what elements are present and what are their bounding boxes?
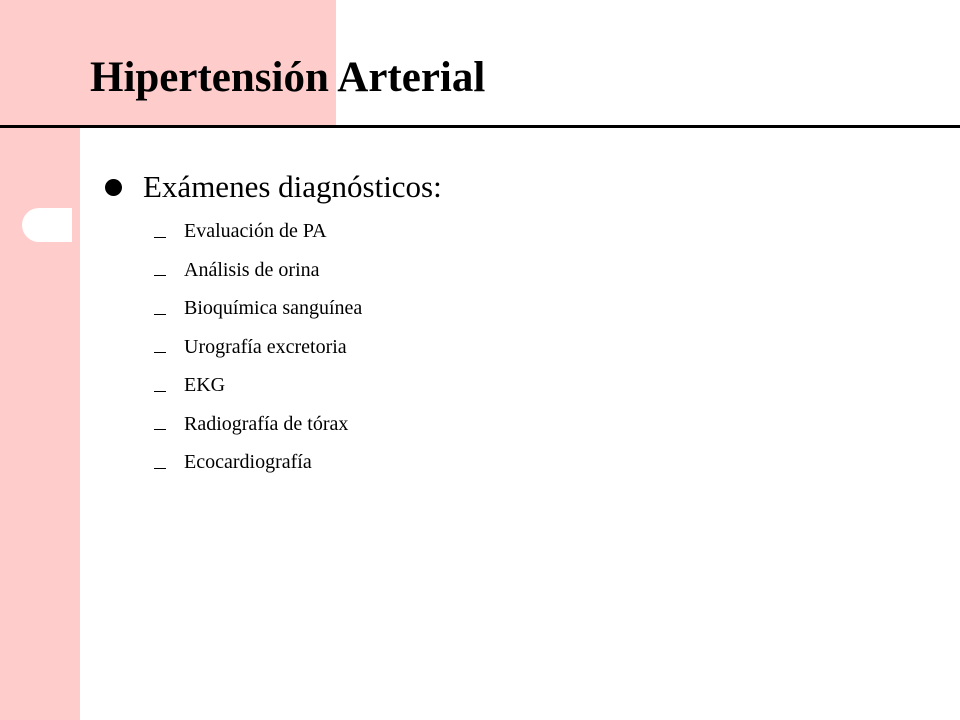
bullet-section: [105, 162, 925, 482]
sub-bullet-text: Urografía excretoria: [184, 335, 347, 358]
dash-bullet-icon: [154, 275, 166, 276]
sub-bullet-list: [154, 212, 925, 482]
dash-bullet-icon: [154, 429, 166, 430]
sub-bullet-item: [154, 366, 925, 405]
dash-bullet-icon: [154, 391, 166, 392]
dash-bullet-icon: [154, 314, 166, 315]
dash-bullet-icon: [154, 352, 166, 353]
bullet-dot-icon: [105, 179, 122, 196]
decorative-left-band: [0, 0, 80, 720]
bullet-label: Exámenes diagnósticos:: [143, 169, 442, 204]
sub-bullet-text: Análisis de orina: [184, 258, 320, 281]
dash-bullet-icon: [154, 468, 166, 469]
sub-bullet-text: Ecocardiografía: [184, 451, 312, 474]
slide-title: Hipertensión Arterial: [90, 54, 486, 101]
title-divider: [0, 125, 960, 128]
sub-bullet-item: [154, 405, 925, 444]
sub-bullet-text: Bioquímica sanguínea: [184, 297, 363, 320]
sub-bullet-item: [154, 251, 925, 290]
sub-bullet-text: EKG: [184, 374, 226, 397]
sub-bullet-item: [154, 212, 925, 251]
decorative-tab: [22, 208, 72, 242]
sub-bullet-item: [154, 328, 925, 367]
sub-bullet-item: [154, 443, 925, 482]
bullet-item: [105, 162, 925, 212]
sub-bullet-item: [154, 289, 925, 328]
dash-bullet-icon: [154, 237, 166, 238]
sub-bullet-text: Evaluación de PA: [184, 220, 327, 243]
sub-bullet-text: Radiografía de tórax: [184, 412, 349, 435]
